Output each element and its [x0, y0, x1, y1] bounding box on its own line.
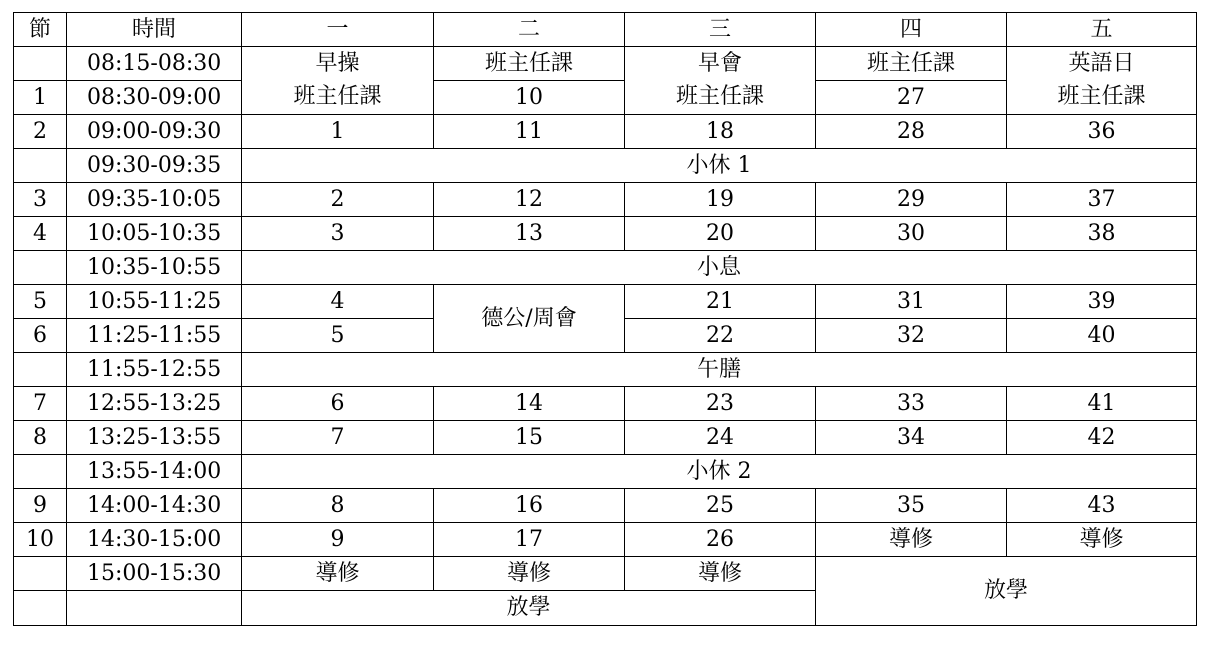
mon-cell: 9	[242, 523, 434, 557]
thu-early: 班主任課	[816, 47, 1007, 81]
mon-tutorial-cell: 導修	[242, 557, 434, 591]
tue-cell: 13	[434, 217, 625, 251]
tue-cell: 17	[434, 523, 625, 557]
tue-cell: 11	[434, 115, 625, 149]
fri-early-line1: 英語日	[1007, 47, 1197, 81]
time-cell: 09:35-10:05	[67, 183, 242, 217]
fri-cell: 43	[1007, 489, 1197, 523]
time-cell: 15:00-15:30	[67, 557, 242, 591]
period-cell-empty	[14, 353, 67, 387]
row-p7	[14, 387, 1197, 421]
tue-cell: 16	[434, 489, 625, 523]
fri-cell: 37	[1007, 183, 1197, 217]
row-p10	[14, 523, 1197, 557]
time-cell: 09:30-09:35	[67, 149, 242, 183]
period-number: 8	[14, 421, 67, 455]
time-cell: 14:30-15:00	[67, 523, 242, 557]
time-cell: 08:30-09:00	[67, 81, 242, 115]
tue-cell: 10	[434, 81, 625, 115]
time-cell-empty	[67, 591, 242, 626]
time-cell: 11:55-12:55	[67, 353, 242, 387]
mon-cell: 6	[242, 387, 434, 421]
row-p5	[14, 285, 1197, 319]
header-time: 時間	[67, 13, 242, 47]
thu-cell: 31	[816, 285, 1007, 319]
thu-cell: 30	[816, 217, 1007, 251]
time-cell: 14:00-14:30	[67, 489, 242, 523]
mon-early-line1: 早操	[242, 47, 434, 81]
fri-cell: 38	[1007, 217, 1197, 251]
row-p4	[14, 217, 1197, 251]
period-cell-empty	[14, 251, 67, 285]
mon-cell: 4	[242, 285, 434, 319]
header-day-mon: 一	[242, 13, 434, 47]
period-number: 6	[14, 319, 67, 353]
wed-cell: 25	[625, 489, 816, 523]
tue-cell: 12	[434, 183, 625, 217]
time-cell: 08:15-08:30	[67, 47, 242, 81]
thu-tutorial-cell: 導修	[816, 523, 1007, 557]
wed-cell: 20	[625, 217, 816, 251]
wed-early-line2: 班主任課	[625, 81, 816, 115]
fri-cell: 42	[1007, 421, 1197, 455]
time-cell: 12:55-13:25	[67, 387, 242, 421]
wed-cell: 21	[625, 285, 816, 319]
period-cell-empty	[14, 455, 67, 489]
period-number: 10	[14, 523, 67, 557]
row-break1	[14, 149, 1197, 183]
header-period: 節	[14, 13, 67, 47]
thu-cell: 32	[816, 319, 1007, 353]
time-cell: 10:05-10:35	[67, 217, 242, 251]
time-cell: 10:55-11:25	[67, 285, 242, 319]
mon-cell: 3	[242, 217, 434, 251]
wed-tutorial-cell: 導修	[625, 557, 816, 591]
recess-label: 小息	[242, 251, 1197, 285]
header-day-thu: 四	[816, 13, 1007, 47]
header-row	[14, 13, 1197, 47]
row-recess	[14, 251, 1197, 285]
time-cell: 09:00-09:30	[67, 115, 242, 149]
fri-cell: 39	[1007, 285, 1197, 319]
period-number: 4	[14, 217, 67, 251]
time-cell: 10:35-10:55	[67, 251, 242, 285]
mon-cell: 2	[242, 183, 434, 217]
period-cell-empty	[14, 557, 67, 591]
thu-cell: 35	[816, 489, 1007, 523]
period-number: 5	[14, 285, 67, 319]
timetable	[13, 12, 1197, 626]
wed-cell: 24	[625, 421, 816, 455]
row-lunch	[14, 353, 1197, 387]
wed-early-line1: 早會	[625, 47, 816, 81]
dismissal-cell-left: 放學	[242, 591, 816, 626]
fri-tutorial-cell: 導修	[1007, 523, 1197, 557]
row-p1	[14, 81, 1197, 115]
thu-cell: 29	[816, 183, 1007, 217]
fri-cell: 41	[1007, 387, 1197, 421]
thu-cell: 28	[816, 115, 1007, 149]
tue-early: 班主任課	[434, 47, 625, 81]
row-p3	[14, 183, 1197, 217]
thu-cell: 27	[816, 81, 1007, 115]
mon-cell: 7	[242, 421, 434, 455]
assembly-cell: 德公/周會	[434, 285, 625, 353]
period-number: 9	[14, 489, 67, 523]
mon-cell: 8	[242, 489, 434, 523]
wed-cell: 23	[625, 387, 816, 421]
period-number: 1	[14, 81, 67, 115]
break-label: 小休 2	[242, 455, 1197, 489]
tue-cell: 14	[434, 387, 625, 421]
time-cell: 13:25-13:55	[67, 421, 242, 455]
wed-cell: 19	[625, 183, 816, 217]
row-early	[14, 47, 1197, 81]
lunch-label: 午膳	[242, 353, 1197, 387]
mon-early-line2: 班主任課	[242, 81, 434, 115]
tue-tutorial-cell: 導修	[434, 557, 625, 591]
mon-cell: 5	[242, 319, 434, 353]
thu-cell: 34	[816, 421, 1007, 455]
period-cell-empty	[14, 149, 67, 183]
fri-early-line2: 班主任課	[1007, 81, 1197, 115]
row-p2	[14, 115, 1197, 149]
fri-cell: 40	[1007, 319, 1197, 353]
period-number: 7	[14, 387, 67, 421]
period-number: 2	[14, 115, 67, 149]
tue-cell: 15	[434, 421, 625, 455]
row-p8	[14, 421, 1197, 455]
fri-cell: 36	[1007, 115, 1197, 149]
period-cell-empty	[14, 47, 67, 81]
break-label: 小休 1	[242, 149, 1197, 183]
row-p9	[14, 489, 1197, 523]
period-cell-empty	[14, 591, 67, 626]
period-number: 3	[14, 183, 67, 217]
wed-cell: 22	[625, 319, 816, 353]
wed-cell: 18	[625, 115, 816, 149]
row-tutorial	[14, 557, 1197, 591]
time-cell: 13:55-14:00	[67, 455, 242, 489]
mon-cell: 1	[242, 115, 434, 149]
header-day-wed: 三	[625, 13, 816, 47]
wed-cell: 26	[625, 523, 816, 557]
row-break2	[14, 455, 1197, 489]
header-day-tue: 二	[434, 13, 625, 47]
thu-cell: 33	[816, 387, 1007, 421]
time-cell: 11:25-11:55	[67, 319, 242, 353]
dismissal-cell-right: 放學	[816, 557, 1197, 626]
header-day-fri: 五	[1007, 13, 1197, 47]
